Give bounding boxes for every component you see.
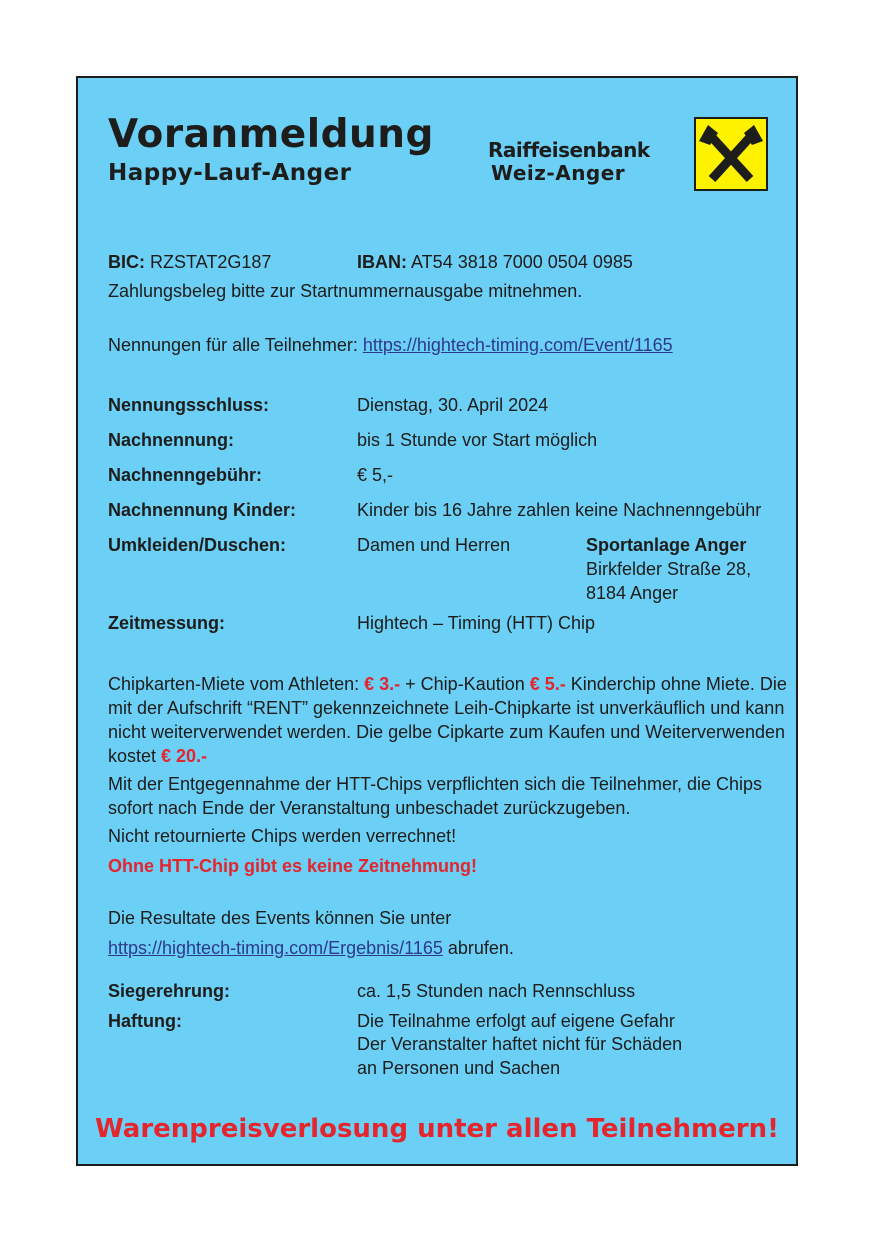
bic-value: RZSTAT2G187 bbox=[150, 252, 272, 272]
detail-value: € 5,- bbox=[357, 465, 394, 485]
raiffeisen-logo-icon bbox=[694, 117, 768, 191]
detail-label: Nennungsschluss: bbox=[108, 395, 270, 415]
results-link[interactable]: https://hightech-timing.com/Ergebnis/1165 bbox=[108, 938, 443, 958]
chip-return-paragraph: Mit der Entgegennahme der HTT-Chips verpflichten sich die Teilnehmer, die Chips sofort nach Ende der Veranstaltung unbeschadet zurückzugeben. bbox=[108, 774, 762, 818]
gable-cross-icon bbox=[696, 119, 766, 189]
bank-location: Weiz-Anger bbox=[491, 161, 626, 185]
event-name: Happy-Lauf-Anger bbox=[108, 160, 352, 186]
chip-warning: Ohne HTT-Chip gibt es keine Zeitnehmung! bbox=[108, 856, 478, 876]
bic-label: BIC: bbox=[108, 252, 145, 272]
registration-row bbox=[108, 335, 673, 356]
venue-street: Birkfelder Straße 28, bbox=[586, 559, 752, 579]
liability-line: an Personen und Sachen bbox=[357, 1058, 561, 1078]
liability-line: Die Teilnahme erfolgt auf eigene Gefahr bbox=[357, 1011, 675, 1031]
detail-value: Damen und Herren bbox=[357, 535, 511, 555]
registration-link[interactable]: https://hightech-timing.com/Event/1165 bbox=[362, 335, 673, 355]
flyer-panel bbox=[76, 76, 798, 1166]
bank-name: Raiffeisenbank bbox=[488, 138, 650, 162]
page-title: Voranmeldung bbox=[108, 112, 434, 157]
liability-line: Der Veranstalter haftet nicht für Schäden bbox=[357, 1034, 683, 1054]
detail-value: bis 1 Stunde vor Start möglich bbox=[357, 430, 598, 450]
deposit-price: € 5.- bbox=[529, 674, 566, 694]
detail-value: Kinder bis 16 Jahre zahlen keine Nachnenngebühr bbox=[357, 500, 762, 520]
chip-text: Kinderchip ohne Miete. Die mit der Aufschrift “RENT” gekennzeichnete Leih-Chipkarte ist unverkäuflich und kann nicht weiterverwendet werden. Die gelbe Cipkarte zum Kaufen und Weiterverwenden kostet bbox=[108, 674, 787, 766]
ceremony-label: Siegerehrung: bbox=[108, 981, 231, 1001]
liability-label: Haftung: bbox=[108, 1011, 182, 1031]
rental-price: € 3.- bbox=[364, 674, 401, 694]
venue-name: Sportanlage Anger bbox=[586, 535, 747, 555]
iban-value: AT54 3818 7000 0504 0985 bbox=[411, 252, 633, 272]
purchase-price: € 20.- bbox=[161, 746, 208, 766]
detail-label: Zeitmessung: bbox=[108, 613, 226, 633]
prize-draw-banner: Warenpreisverlosung unter allen Teilnehmern! bbox=[95, 1114, 779, 1144]
iban-label: IBAN: bbox=[357, 252, 407, 272]
detail-value: Dienstag, 30. April 2024 bbox=[357, 395, 549, 415]
results-suffix: abrufen. bbox=[442, 938, 514, 958]
chip-text: + Chip-Kaution bbox=[400, 674, 530, 694]
ceremony-value: ca. 1,5 Stunden nach Rennschluss bbox=[357, 981, 636, 1001]
payment-note: Zahlungsbeleg bitte zur Startnummernausgabe mitnehmen. bbox=[108, 281, 583, 301]
detail-label: Nachnennung Kinder: bbox=[108, 500, 296, 520]
venue-city: 8184 Anger bbox=[586, 583, 679, 603]
detail-label: Nachnennung: bbox=[108, 430, 234, 450]
detail-label: Umkleiden/Duschen: bbox=[108, 535, 287, 555]
results-text: Die Resultate des Events können Sie unter bbox=[108, 908, 452, 928]
detail-label: Nachnenngebühr: bbox=[108, 465, 263, 485]
chip-rental-paragraph bbox=[108, 672, 788, 768]
chip-charge-note: Nicht retournierte Chips werden verrechnet! bbox=[108, 826, 457, 846]
iban-row bbox=[357, 252, 633, 273]
detail-value: Hightech – Timing (HTT) Chip bbox=[357, 613, 596, 633]
bic-row bbox=[108, 252, 271, 273]
chip-text: Chipkarten-Miete vom Athleten: bbox=[108, 674, 365, 694]
results-row bbox=[108, 938, 514, 959]
registration-text: Nennungen für alle Teilnehmer: bbox=[108, 335, 358, 355]
